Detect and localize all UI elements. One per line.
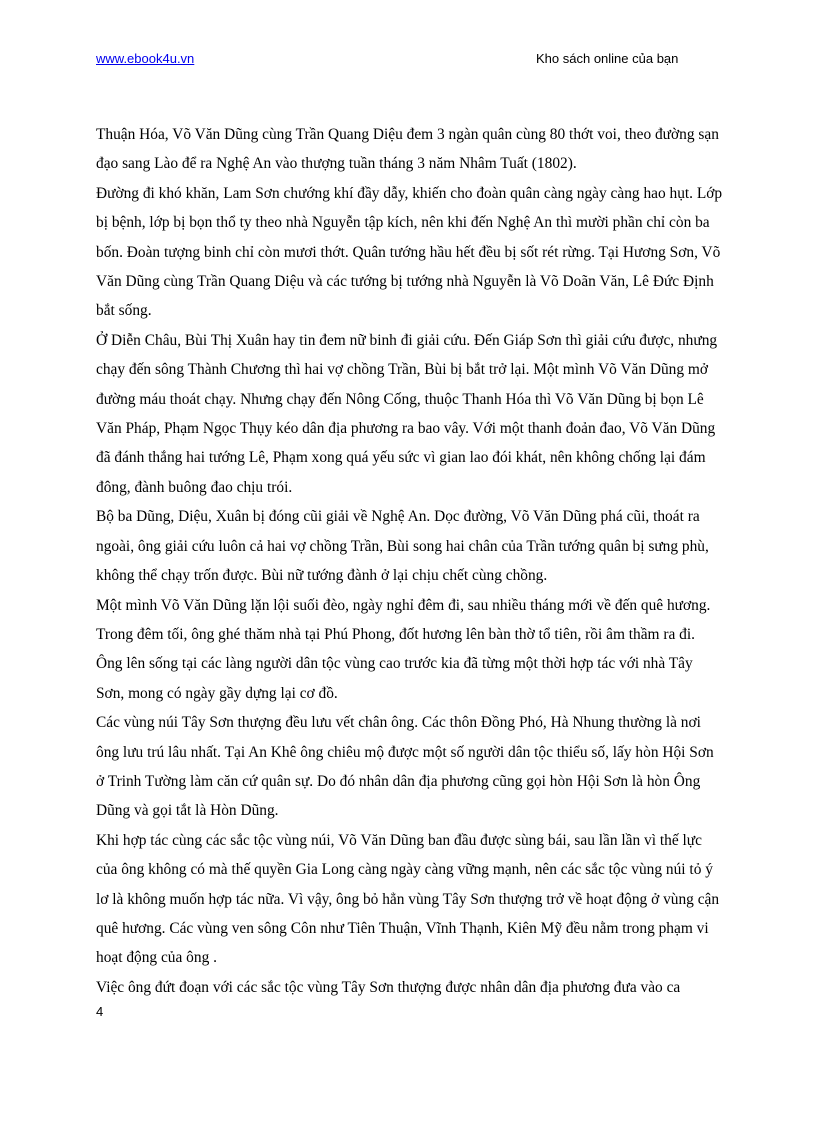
paragraph: Đường đi khó khăn, Lam Sơn chướng khí đầy dẫy, khiến cho đoàn quân càng ngày càng hao hụt. Lớp bị bệnh, lớp bị bọn thổ ty theo nhà Nguyễn tập kích, nên khi đến Nghệ An thì mười phần chỉ còn ba bốn. Đoàn tượng binh chỉ còn mươi thớt. Quân tướng hầu hết đều bị sốt rét rừng. Tại Hương Sơn, Võ Văn Dũng cùng Trần Quang Diệu và các tướng bị tướng nhà Nguyễn là Võ Doãn Văn, Lê Đức Định bắt sống. bbox=[96, 184, 723, 320]
body-text bbox=[96, 120, 724, 1002]
paragraph: Việc ông đứt đoạn với các sắc tộc vùng Tây Sơn thượng được nhân dân địa phương đưa vào ca bbox=[96, 978, 681, 996]
paragraph: Khi hợp tác cùng các sắc tộc vùng núi, Võ Văn Dũng ban đầu được sùng bái, sau lần lần vì thế lực của ông không có mà thế quyền Gia Long càng ngày càng vững mạnh, nên các sắc tộc vùng núi tỏ ý lơ là không muốn hợp tác nữa. Vì vậy, ông bỏ hẳn vùng Tây Sơn thượng trở về hoạt động ở vùng cận quê hương. Các vùng ven sông Côn như Tiên Thuận, Vĩnh Thạnh, Kiên Mỹ đều nằm trong phạm vi hoạt động của ông . bbox=[96, 831, 720, 967]
paragraph: Bộ ba Dũng, Diệu, Xuân bị đóng cũi giải về Nghệ An. Dọc đường, Võ Văn Dũng phá cũi, thoát ra ngoài, ông giải cứu luôn cả hai vợ chồng Trần, Bùi song hai chân của Trần tướng quân bị sưng phù, không thể chạy trốn được. Bùi nữ tướng đành ở lại chịu chết cùng chồng. bbox=[96, 508, 709, 585]
header-tagline: Kho sách online của bạn bbox=[536, 51, 679, 66]
paragraph: Các vùng núi Tây Sơn thượng đều lưu vết chân ông. Các thôn Đồng Phó, Hà Nhung thường là nơi ông lưu trú lâu nhất. Tại An Khê ông chiêu mộ được một số người dân tộc thiểu số, lấy hòn Hội Sơn ở Trinh Tường làm căn cứ quân sự. Do đó nhân dân địa phương cũng gọi hòn Hội Sơn là hòn Ông Dũng và gọi tắt là Hòn Dũng. bbox=[96, 714, 714, 820]
paragraph: Thuận Hóa, Võ Văn Dũng cùng Trần Quang Diệu đem 3 ngàn quân cùng 80 thớt voi, theo đường sạn đạo sang Lào để ra Nghệ An vào thượng tuần tháng 3 năm Nhâm Tuất (1802). bbox=[96, 126, 719, 173]
page-number: 4 bbox=[96, 1004, 104, 1019]
paragraph: Ở Diễn Châu, Bùi Thị Xuân hay tin đem nữ binh đi giải cứu. Đến Giáp Sơn thì giải cứu được, nhưng chạy đến sông Thành Chương thì hai vợ chồng Trần, Bùi bị bắt trở lại. Một mình Võ Văn Dũng mở đường máu thoát chạy. Nhưng chạy đến Nông Cống, thuộc Thanh Hóa thì Võ Văn Dũng bị bọn Lê Văn Pháp, Phạm Ngọc Thụy kéo dân địa phương ra bao vây. Với một thanh đoản đao, Võ Văn Dũng đã đánh thắng hai tướng Lê, Phạm xong quá yếu sức vì gian lao đói khát, nên không chống lại đám đông, đành buông đao chịu trói. bbox=[96, 331, 718, 496]
site-link[interactable]: www.ebook4u.vn bbox=[96, 51, 195, 66]
paragraph: Một mình Võ Văn Dũng lặn lội suối đèo, ngày nghỉ đêm đi, sau nhiều tháng mới về đến quê hương. Trong đêm tối, ông ghé thăm nhà tại Phú Phong, đốt hương lên bàn thờ tổ tiên, rồi âm thầm ra đi. Ông lên sống tại các làng người dân tộc vùng cao trước kia đã từng một thời hợp tác với nhà Tây Sơn, mong có ngày gầy dựng lại cơ đồ. bbox=[96, 596, 711, 702]
